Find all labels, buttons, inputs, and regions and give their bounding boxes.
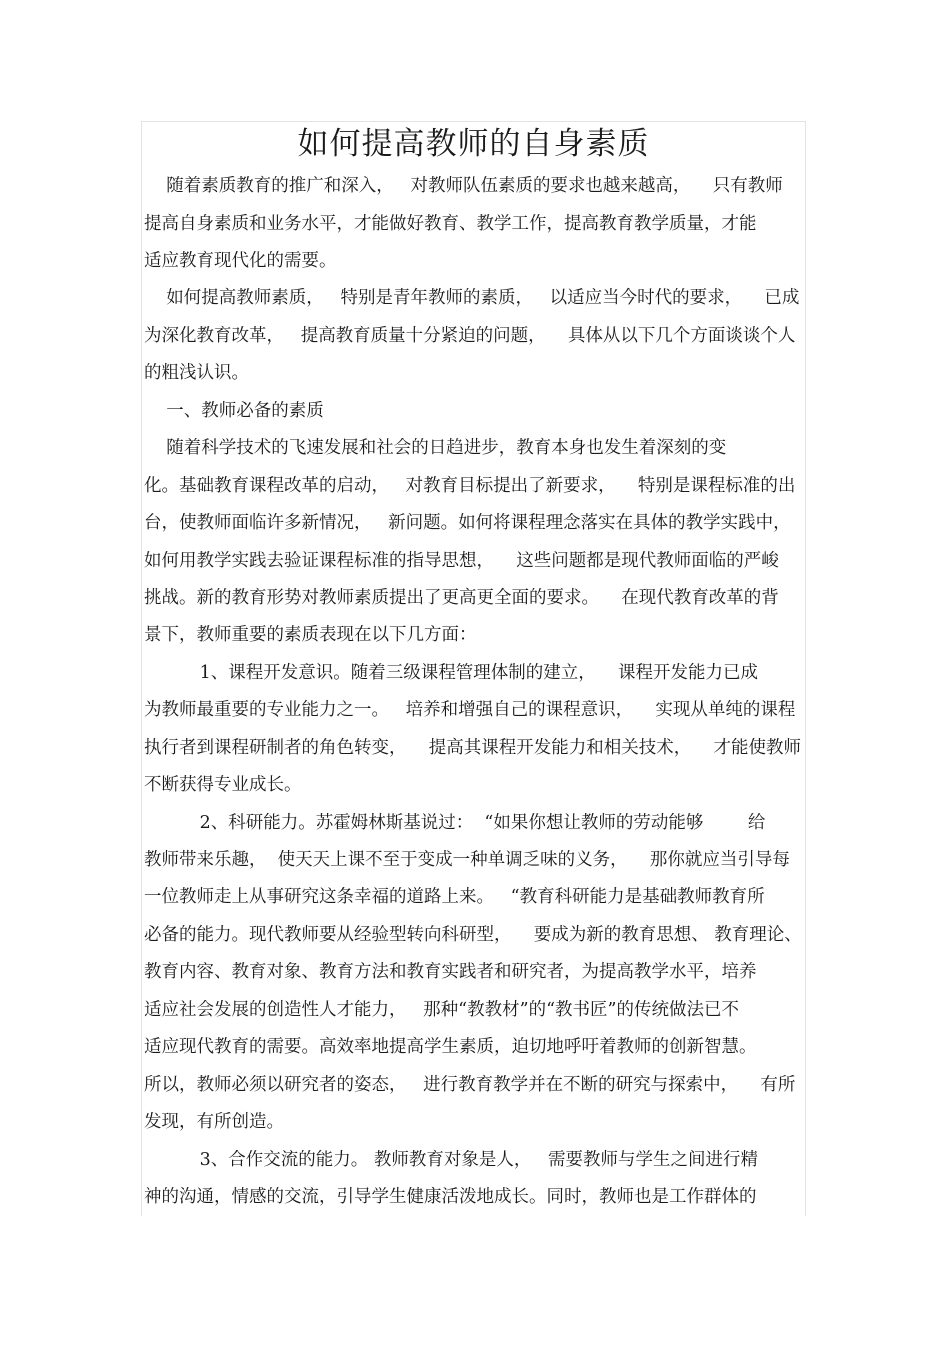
body-line: 的粗浅认识。 [144,363,249,383]
body-line: 教育内容、教育对象、教育方法和教育实践者和研究者，为提高教学水平，培养 [144,962,757,982]
body-line: 挑战。新的教育形势对教师素质提出了更高更全面的要求。 在现代教育改革的背 [144,588,779,608]
body-line: 一位教师走上从事研究这条幸福的道路上来。 “教育科研能力是基础教师教育所 [144,887,765,907]
body-line: 随着科学技术的飞速发展和社会的日趋进步，教育本身也发生着深刻的变 [144,438,727,458]
section-heading: 一、教师必备的素质 [144,401,324,421]
body-line: 适应现代教育的需要。高效率地提高学生素质，迫切地呼吁着教师的创新智慧。 [144,1037,757,1057]
body-line: 景下，教师重要的素质表现在以下几方面： [144,625,477,645]
body-line: 发现，有所创造。 [144,1112,284,1132]
body-line: 化。基础教育课程改革的启动， 对教育目标提出了新要求， 特别是课程标准的出 [144,476,796,496]
body-line: 执行者到课程研制者的角色转变， 提高其课程开发能力和相关技术， 才能使教师 [144,738,801,758]
body-line: 神的沟通，情感的交流，引导学生健康活泼地成长。同时，教师也是工作群体的 [144,1187,757,1207]
list-item-line: 3、合作交流的能力。 教师教育对象是人， 需要教师与学生之间进行精 [144,1150,759,1170]
body-line: 提高自身素质和业务水平，才能做好教育、教学工作，提高教育教学质量，才能 [144,214,757,234]
document-title: 如何提高教师的自身素质 [297,126,650,162]
body-line: 不断获得专业成长。 [144,775,302,795]
body-line: 如何用教学实践去验证课程标准的指导思想， 这些问题都是现代教师面临的严峻 [144,551,779,571]
body-line: 适应教育现代化的需要。 [144,251,337,271]
body-line: 为深化教育改革， 提高教育质量十分紧迫的问题， 具体从以下几个方面谈谈个人 [144,326,796,346]
body-line: 教师带来乐趣， 使天天上课不至于变成一种单调乏味的义务， 那你就应当引导每 [144,850,790,870]
body-line: 为教师最重要的专业能力之一。 培养和增强自己的课程意识， 实现从单纯的课程 [144,700,796,720]
list-item-line: 1、课程开发意识。随着三级课程管理体制的建立， 课程开发能力已成 [144,663,759,683]
body-line: 如何提高教师素质， 特别是青年教师的素质， 以适应当今时代的要求， 已成 [144,288,800,308]
body-line: 必备的能力。现代教师要从经验型转向科研型， 要成为新的教育思想、 教育理论、 [144,925,802,945]
list-item-line: 2、科研能力。苏霍姆林斯基说过： “如果你想让教师的劳动能够 给 [144,813,766,833]
body-line: 随着素质教育的推广和深入， 对教师队伍素质的要求也越来越高， 只有教师 [144,176,783,196]
body-line: 所以，教师必须以研究者的姿态， 进行教育教学并在不断的研究与探索中， 有所 [144,1075,796,1095]
body-line: 台，使教师面临许多新情况， 新问题。如何将课程理念落实在具体的教学实践中， [144,513,791,533]
body-line: 适应社会发展的创造性人才能力， 那种“教教材”的“教书匠”的传统做法已不 [144,1000,739,1020]
